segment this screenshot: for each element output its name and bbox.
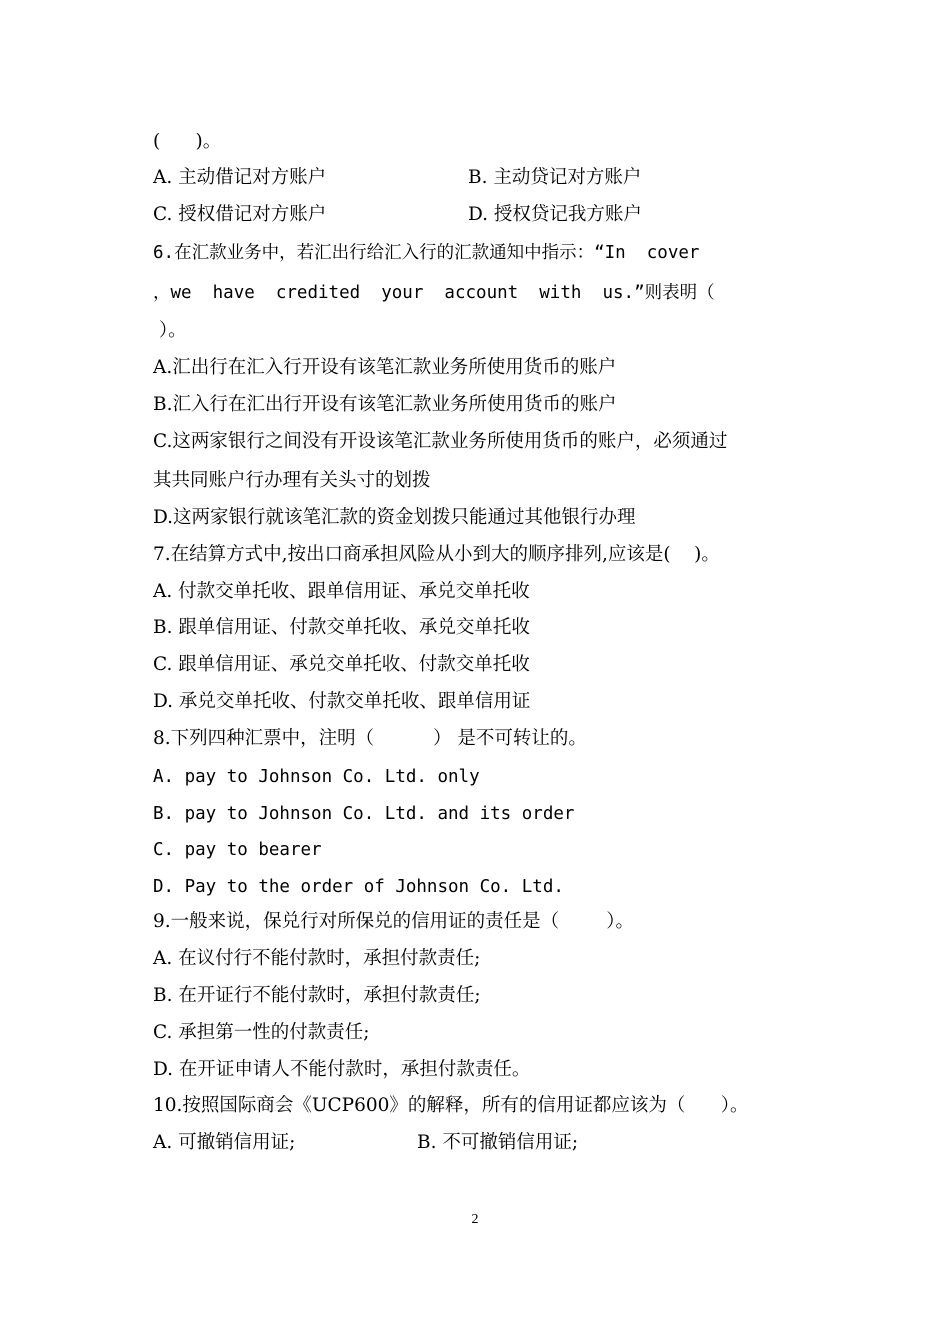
option-d: D.这两家银行就该笔汇款的资金划拨只能通过其他银行办理 (153, 507, 636, 528)
option-b: B. pay to Johnson Co. Ltd. and its order (153, 804, 575, 824)
option-c-cont: 其共同账户行办理有关头寸的划拨 (153, 470, 431, 491)
question-7: 7.在结算方式中,按出口商承担风险从小到大的顺序排列,应该是( )。 (153, 544, 720, 565)
option-d: D. 承兑交单托收、付款交单托收、跟单信用证 (153, 691, 531, 712)
option-b: B. 跟单信用证、付款交单托收、承兑交单托收 (153, 617, 530, 638)
option-a: A.汇出行在汇入行开设有该笔汇款业务所使用货币的账户 (153, 357, 617, 378)
option-c: C. 跟单信用证、承兑交单托收、付款交单托收 (153, 654, 530, 675)
option-a: A. 可撤销信用证; (153, 1132, 296, 1153)
option-a: A. 付款交单托收、跟单信用证、承兑交单托收 (153, 581, 530, 602)
question-6-cont: ，we have credited your account with us.”则表明（ (153, 283, 715, 303)
option-c: C.这两家银行之间没有开设该笔汇款业务所使用货币的账户，必须通过 (153, 431, 728, 452)
option-c: C. pay to bearer (153, 840, 322, 860)
question-6-cont2: ）。 (153, 320, 187, 341)
option-a: A. pay to Johnson Co. Ltd. only (153, 767, 480, 787)
option-c: C. 承担第一性的付款责任; (153, 1022, 370, 1043)
question-6: 6.在汇款业务中，若汇出行给汇入行的汇款通知中指示：“In cover (153, 243, 700, 263)
option-b: B. 在开证行不能付款时，承担付款责任; (153, 985, 481, 1006)
text-line: ( )。 (153, 131, 222, 152)
question-9: 9.一般来说，保兑行对所保兑的信用证的责任是（ ）。 (153, 911, 634, 932)
option-a: A. 主动借记对方账户 (153, 167, 327, 188)
option-c: C. 授权借记对方账户 (153, 204, 327, 225)
option-d: D. 授权贷记我方账户 (468, 204, 642, 225)
question-10: 10.按照国际商会《UCP600》的解释，所有的信用证都应该为（ ）。 (153, 1095, 749, 1116)
option-a: A. 在议付行不能付款时，承担付款责任; (153, 948, 481, 969)
question-8: 8.下列四种汇票中，注明（ ） 是不可转让的。 (153, 728, 587, 749)
option-b: B. 主动贷记对方账户 (468, 167, 642, 188)
option-d: D. Pay to the order of Johnson Co. Ltd. (153, 877, 564, 897)
option-b: B.汇入行在汇出行开设有该笔汇款业务所使用货币的账户 (153, 394, 617, 415)
option-b: B. 不可撤销信用证; (417, 1132, 579, 1153)
option-d: D. 在开证申请人不能付款时，承担付款责任。 (153, 1059, 531, 1080)
page-number: 2 (471, 1212, 479, 1227)
